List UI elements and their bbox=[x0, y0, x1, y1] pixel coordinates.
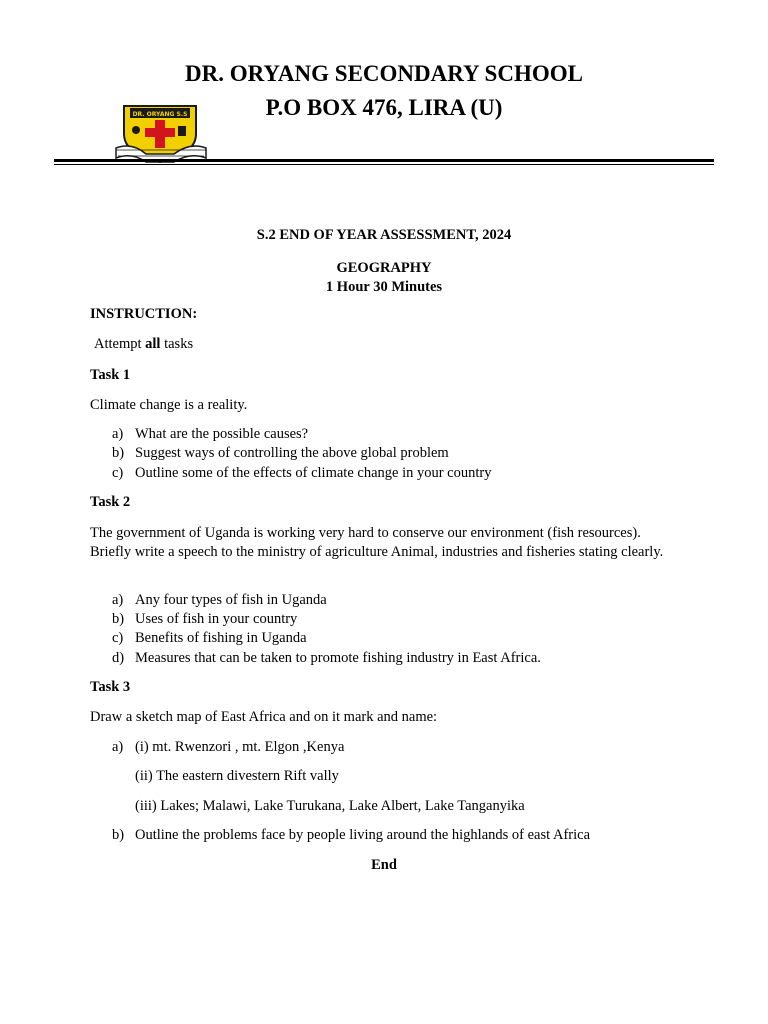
task1-heading: Task 1 bbox=[90, 367, 131, 383]
instruction-emphasis: all bbox=[145, 336, 161, 352]
school-address: P.O BOX 476, LIRA (U) bbox=[265, 95, 503, 120]
task3-intro: Draw a sketch map of East Africa and on it mark and name: bbox=[90, 709, 438, 725]
list-marker: b) bbox=[112, 611, 125, 627]
list-item-text: Outline the problems face by people living around the highlands of east Africa bbox=[135, 827, 591, 843]
task3-heading: Task 3 bbox=[90, 679, 131, 695]
list-marker: a) bbox=[112, 426, 124, 442]
list-item bbox=[112, 445, 449, 462]
list-item-text: Outline some of the effects of climate change in your country bbox=[135, 465, 492, 481]
list-item bbox=[112, 739, 344, 756]
exam-subject: GEOGRAPHY bbox=[336, 260, 432, 276]
school-name: DR. ORYANG SECONDARY SCHOOL bbox=[185, 61, 583, 86]
list-marker: d) bbox=[112, 650, 125, 666]
list-item-text: Suggest ways of controlling the above global problem bbox=[135, 445, 449, 461]
list-item bbox=[112, 630, 307, 647]
list-marker: b) bbox=[112, 827, 125, 843]
instruction-text bbox=[94, 336, 193, 353]
list-item-text: What are the possible causes? bbox=[135, 426, 309, 442]
list-marker: b) bbox=[112, 445, 125, 461]
list-marker: a) bbox=[112, 739, 124, 755]
task1-intro: Climate change is a reality. bbox=[90, 397, 248, 413]
list-item-text: Measures that can be taken to promote fishing industry in East Africa. bbox=[135, 650, 541, 666]
header-rule-thick bbox=[54, 159, 714, 162]
sub-item: (iii) Lakes; Malawi, Lake Turukana, Lake Albert, Lake Tanganyika bbox=[135, 798, 525, 814]
list-item-text: (i) mt. Rwenzori , mt. Elgon ,Kenya bbox=[135, 739, 345, 755]
instruction-post: tasks bbox=[164, 336, 194, 352]
sub-item: (ii) The eastern divestern Rift vally bbox=[135, 768, 339, 784]
school-crest-logo bbox=[112, 98, 214, 168]
exam-duration: 1 Hour 30 Minutes bbox=[325, 279, 443, 295]
list-item bbox=[112, 611, 297, 628]
list-item-text: Uses of fish in your country bbox=[135, 611, 298, 627]
end-marker: End bbox=[371, 857, 397, 873]
list-marker: c) bbox=[112, 630, 124, 646]
list-item-text: Any four types of fish in Uganda bbox=[135, 592, 327, 608]
header-rule-thin bbox=[54, 164, 714, 165]
list-item bbox=[112, 465, 491, 482]
task2-intro: The government of Uganda is working very hard to conserve our environment (fish resources). Briefly write a speech to the ministry of agriculture Animal, industries and fisheries stating clearly. bbox=[90, 525, 664, 560]
list-marker: c) bbox=[112, 465, 124, 481]
list-item-text: Benefits of fishing in Uganda bbox=[135, 630, 307, 646]
exam-title: S.2 END OF YEAR ASSESSMENT, 2024 bbox=[256, 227, 512, 243]
list-item bbox=[112, 426, 308, 443]
list-item bbox=[112, 650, 541, 667]
task2-heading: Task 2 bbox=[90, 494, 131, 510]
list-marker: a) bbox=[112, 592, 124, 608]
list-item bbox=[112, 827, 590, 844]
instruction-pre: Attempt bbox=[94, 336, 142, 352]
list-item bbox=[112, 592, 327, 609]
instruction-heading: INSTRUCTION: bbox=[90, 306, 198, 322]
crest-text: DR. ORYANG S.S bbox=[132, 111, 188, 118]
